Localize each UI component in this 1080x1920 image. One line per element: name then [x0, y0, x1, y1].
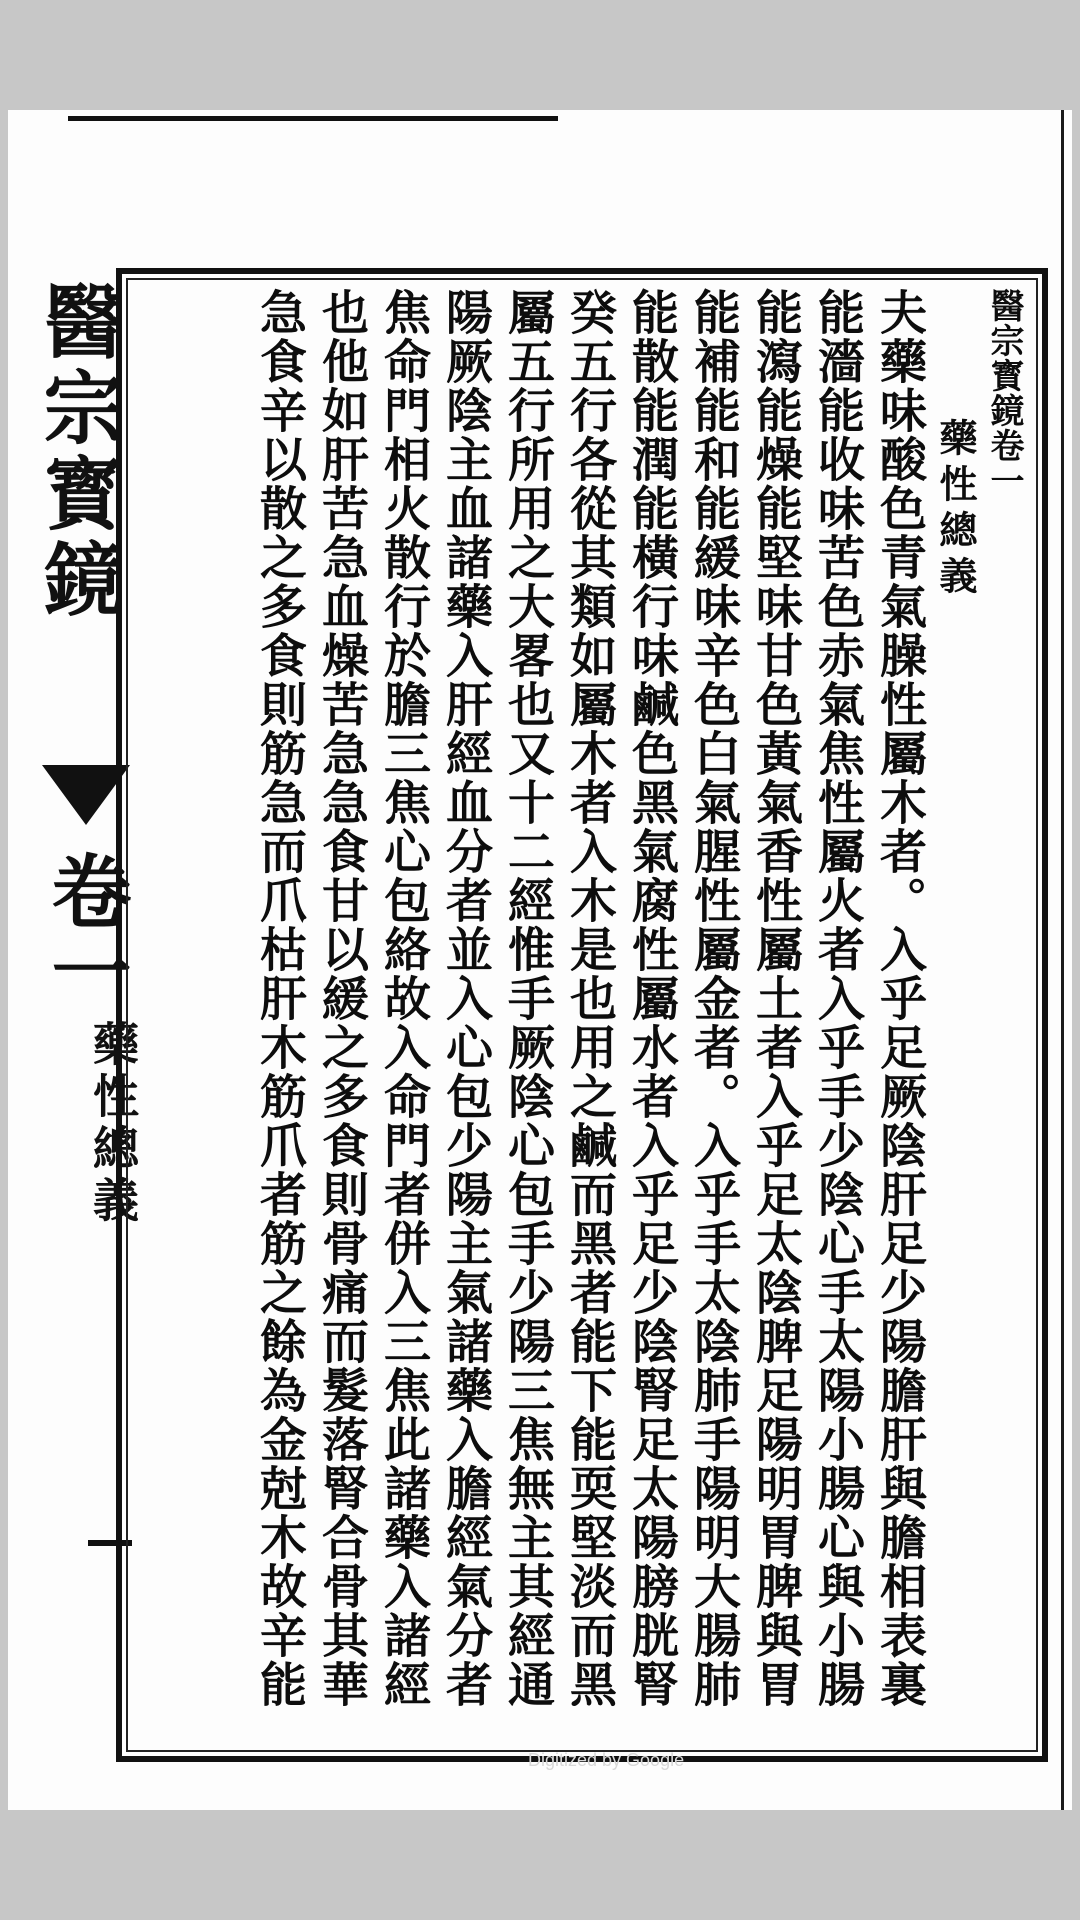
text-column: 也他如肝苦急血燥苦急急食甘以緩之多食則骨痛而髮落腎合骨其華: [314, 288, 369, 1709]
book-title-column: 醫宗寳鏡卷一: [984, 288, 1024, 498]
watermark: Digitized by Google: [528, 1750, 685, 1770]
text-column: 能瀉能燥能堅味甘色黃氣香性屬土者入乎足太陰脾足陽明胃脾與胃: [748, 288, 803, 1709]
book-page: [8, 110, 1072, 1810]
text-column: 夫藥味酸色青氣臊性屬木者。入乎足厥陰肝足少陽膽肝與膽相表裏: [872, 288, 927, 1709]
text-column: 焦命門相火散行於膽三焦心包絡故入命門者併入三焦此諸藥入諸經: [376, 288, 431, 1709]
text-column: 急食辛以散之多食則筋急而爪枯肝木筋爪者筋之餘為金尅木故辛能: [252, 288, 307, 1709]
text-column: 癸五行各從其類如屬木者入木是也用之鹹而黑者能下能耎堅淡而黑: [562, 288, 617, 1709]
margin-strip: [20, 260, 140, 1780]
text-frame: [116, 268, 1048, 1762]
page-edge: [1061, 110, 1064, 1810]
text-column: 能濇能收味苦色赤氣焦性屬火者入乎手少陰心手太陽小腸心與小腸: [810, 288, 865, 1709]
text-column: 能散能潤能橫行味鹹色黑氣腐性屬水者入乎足少陰腎足太陽膀胱腎: [624, 288, 679, 1709]
text-column: 屬五行所用之大畧也又十二經惟手厥陰心包手少陽三焦無主其經通: [500, 288, 555, 1709]
margin-section: 藥性總義: [86, 1020, 140, 1228]
top-rule: [68, 116, 558, 121]
margin-book-title: 醫宗寳鏡: [30, 280, 124, 624]
text-column: 能補能和能緩味辛色白氣腥性屬金者。入乎手太陰肺手陽明大腸肺: [686, 288, 741, 1709]
text-column: 陽厥陰主血諸藥入肝經血分者並入心包少陽主氣諸藥入膽經氣分者: [438, 288, 493, 1709]
margin-volume: 卷一: [38, 850, 132, 1010]
section-heading: 藥性總義: [933, 418, 978, 602]
text-block: [248, 288, 1028, 1738]
